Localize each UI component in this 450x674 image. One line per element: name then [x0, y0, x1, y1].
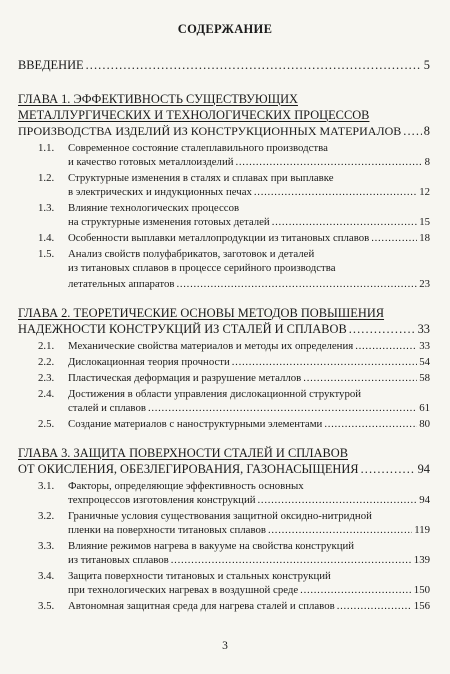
toc-entry-1-5[interactable]: летательных аппаратов . . . 23	[68, 278, 430, 290]
toc-entry-2-4-line-1[interactable]: 2.4. Достижения в области управления дислокационной структурой	[38, 388, 362, 400]
toc-entry-1-2-line-1[interactable]: 1.2. Структурные изменения в сталях и сплавах при выплавке	[38, 172, 334, 184]
chapter-2-title-line-1[interactable]: ГЛАВА 2. ТЕОРЕТИЧЕСКИЕ ОСНОВЫ МЕТОДОВ ПОВЫШЕНИЯ	[18, 306, 385, 320]
toc-entry-1-4[interactable]: 1.4. Особенности выплавки металлопродукции из титановых сплавов . . . 18	[38, 232, 430, 244]
toc-entry-1-5-line-2[interactable]: из титановых сплавов в процессе серийного производства	[68, 262, 336, 274]
dot-leader	[337, 600, 412, 612]
toc-entry-2-3[interactable]: 2.3. Пластическая деформация и разрушение металлов . . . 58	[38, 372, 430, 384]
toc-entry-2-5[interactable]: 2.5. Создание материалов с наноструктурными элементами . . . 80	[38, 418, 430, 430]
dot-leader	[300, 584, 412, 596]
dot-leader	[171, 554, 412, 566]
toc-entry-1-3-line-1[interactable]: 1.3. Влияние технологических процессов	[38, 202, 240, 214]
toc-entry-introduction[interactable]	[18, 58, 430, 72]
chapter-1-title-line-1[interactable]: ГЛАВА 1. ЭФФЕКТИВНОСТЬ СУЩЕСТВУЮЩИХ	[18, 92, 298, 106]
toc-entry-3-1-line-1[interactable]: 3.1. Факторы, определяющие эффективность основных	[38, 480, 304, 492]
toc-entry-2-4[interactable]: сталей и сплавов . . . 61	[68, 402, 430, 414]
toc-entry-text: ВВЕДЕНИЕ	[18, 58, 84, 72]
dot-leader	[324, 418, 417, 430]
dot-leader	[86, 58, 422, 72]
page-title: СОДЕРЖАНИЕ	[177, 22, 273, 36]
dot-leader	[349, 322, 416, 336]
chapter-1-title-line-2[interactable]: МЕТАЛЛУРГИЧЕСКИХ И ТЕХНОЛОГИЧЕСКИХ ПРОЦЕССОВ	[18, 108, 370, 122]
toc-entry-1-1[interactable]: и качество готовых металлоизделий . . . 8	[68, 156, 430, 168]
dot-leader	[355, 340, 417, 352]
toc-entry-1-1-line-1[interactable]: 1.1. Современное состояние сталеплавильного производства	[38, 142, 328, 154]
toc-entry-1-2[interactable]: в электрических и индукционных печах . . . 12	[68, 186, 430, 198]
dot-leader	[232, 356, 417, 368]
chapter-3-title-line-1[interactable]: ГЛАВА 3. ЗАЩИТА ПОВЕРХНОСТИ СТАЛЕЙ И СПЛАВОВ	[18, 446, 348, 460]
toc-page-number: 8	[423, 124, 430, 138]
toc-entry-1-5-line-1[interactable]: 1.5. Анализ свойств полуфабрикатов, заготовок и деталей	[38, 248, 315, 260]
dot-leader	[371, 232, 417, 244]
toc-entry-chapter-3[interactable]: ОТ ОКИСЛЕНИЯ, ОБЕЗЛЕГИРОВАНИЯ, ГАЗОНАСЫЩЕНИЯ . . . 94	[18, 462, 430, 476]
dot-leader	[272, 216, 418, 228]
dot-leader	[258, 494, 418, 506]
toc-entry-3-4[interactable]: при технологических нагревах в воздушной среде . . . 150	[68, 584, 430, 596]
dot-leader	[361, 462, 416, 476]
toc-entry-2-1[interactable]: 2.1. Механические свойства материалов и методы их определения . . . 33	[38, 340, 430, 352]
dot-leader	[403, 124, 422, 138]
toc-entry-3-4-line-1[interactable]: 3.4. Защита поверхности титановых и стальных конструкций	[38, 570, 331, 582]
toc-entry-3-2-line-1[interactable]: 3.2. Граничные условия существования защитной оксидно-нитридной	[38, 510, 372, 522]
dot-leader	[176, 278, 417, 290]
toc-entry-2-2[interactable]: 2.2. Дислокационная теория прочности . . . 54	[38, 356, 430, 368]
toc-entry-3-1[interactable]: техпроцессов изготовления конструкций . . . 94	[68, 494, 430, 506]
dot-leader	[254, 186, 417, 198]
toc-entry-chapter-1[interactable]: ПРОИЗВОДСТВА ИЗДЕЛИЙ ИЗ КОНСТРУКЦИОННЫХ МАТЕРИАЛОВ . . . 8	[18, 124, 430, 138]
dot-leader	[236, 156, 423, 168]
toc-entry-1-3[interactable]: на структурные изменения готовых деталей . . . 15	[68, 216, 430, 228]
toc-entry-3-3[interactable]: из титановых сплавов . . . 139	[68, 554, 430, 566]
toc-entry-chapter-2[interactable]: НАДЕЖНОСТИ КОНСТРУКЦИЙ ИЗ СТАЛЕЙ И СПЛАВОВ . . . 33	[18, 322, 430, 336]
toc-entry-3-5[interactable]: 3.5. Автономная защитная среда для нагрева сталей и сплавов . . . 156	[38, 600, 430, 612]
toc-entry-3-3-line-1[interactable]: 3.3. Влияние режимов нагрева в вакууме на свойства конструкций	[38, 540, 355, 552]
toc-entry-3-2[interactable]: пленки на поверхности титановых сплавов . . . 119	[68, 524, 430, 536]
dot-leader	[303, 372, 417, 384]
page-number: 3	[222, 640, 228, 652]
dot-leader	[148, 402, 417, 414]
toc-page-number: 5	[423, 58, 430, 72]
dot-leader	[268, 524, 412, 536]
